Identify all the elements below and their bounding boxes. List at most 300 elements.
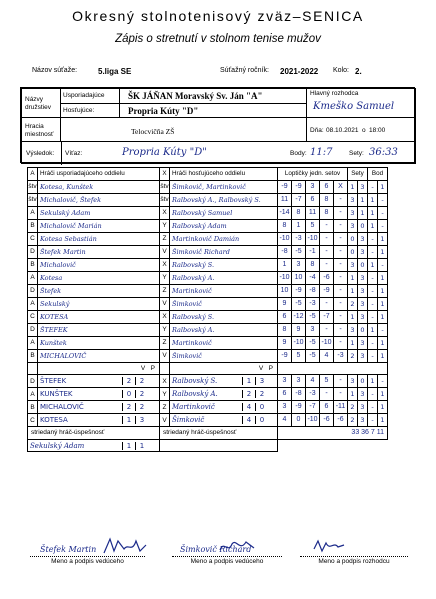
- ball-score: 6: [282, 390, 287, 398]
- ball-score: 10: [291, 272, 305, 284]
- ball-score: -6: [319, 414, 333, 426]
- totals-cell: 33 36 7 11: [278, 427, 388, 440]
- home-team-name: ŠK JÁŇAN Moravský Sv. Ján "A": [128, 91, 263, 101]
- home-code: D: [28, 323, 38, 336]
- balls-cell: [278, 401, 348, 414]
- sets-home: 2: [348, 401, 358, 414]
- team-names-label: Názvy družstiev: [25, 96, 52, 111]
- match-row: [28, 245, 388, 258]
- result-label: Výsledok:: [26, 150, 55, 157]
- date-value: 08.10.2021: [326, 127, 359, 134]
- venue-value: Telocvičňa ZŠ: [131, 127, 175, 136]
- referee-label: Hlavný rozhodca: [310, 90, 359, 97]
- home-code: A: [28, 336, 38, 349]
- away-leader-name: Šimkovič Richard: [180, 545, 252, 554]
- competition-value: 5.liga SE: [98, 67, 132, 76]
- ball-score: -8: [305, 285, 319, 297]
- ball-score: -10: [291, 337, 305, 349]
- home-player: Michalovič: [38, 258, 160, 271]
- round-value: 2.: [355, 67, 362, 76]
- point-home: -: [368, 284, 378, 297]
- summary-away-code: V: [160, 414, 170, 427]
- point-away: 1: [378, 232, 388, 245]
- sets-away: 3: [358, 297, 368, 310]
- match-grid: [27, 167, 388, 452]
- report-subtitle: Zápis o stretnutí v stolnom tenise mužov: [115, 33, 321, 45]
- winner-label: Víťaz:: [65, 150, 83, 157]
- match-row: [28, 271, 388, 284]
- ball-score: -7: [305, 401, 319, 413]
- point-home: 1: [368, 375, 378, 388]
- points-value: 11:7: [310, 147, 333, 158]
- ball-score: X: [333, 181, 347, 193]
- ball-score: -7: [319, 311, 333, 323]
- summary-away-name: Šimkovič: [172, 416, 205, 425]
- ball-score: 1: [282, 260, 287, 268]
- away-player: Šimkovič Richard: [170, 245, 278, 258]
- away-player: Šimkovič, Martinkovič: [170, 180, 278, 193]
- summary-away-cell: [170, 401, 278, 414]
- sets-label: Sety:: [349, 150, 364, 157]
- sets-home: 1: [348, 271, 358, 284]
- balls-cell: [278, 336, 348, 349]
- ball-score: -10: [279, 234, 290, 242]
- home-p-header: P: [150, 364, 155, 372]
- home-code: B: [28, 258, 38, 271]
- home-code-header: A: [28, 168, 38, 181]
- sets-away: 0: [358, 323, 368, 336]
- ball-score: 8: [319, 194, 333, 206]
- home-leader-label: Meno a podpis vedúceho: [51, 558, 124, 565]
- home-player: Kotesa Sebastián: [38, 232, 160, 245]
- balls-cell: [278, 323, 348, 336]
- ball-score: 3: [291, 259, 305, 271]
- match-row: [28, 349, 388, 362]
- sets-home: 2: [348, 414, 358, 427]
- ball-score: 9: [282, 338, 287, 346]
- home-vp-header: [38, 362, 160, 375]
- home-code: C: [28, 232, 38, 245]
- point-home: -: [368, 297, 378, 310]
- season-label: Súťažný ročník:: [220, 67, 269, 74]
- ball-score: 6: [319, 181, 333, 193]
- point-away: 1: [378, 414, 388, 427]
- away-code: Y: [160, 219, 170, 232]
- sets-away: 3: [358, 271, 368, 284]
- point-home: -: [368, 271, 378, 284]
- home-code: štv: [28, 193, 38, 206]
- sub-home-label: striedaný hráč-úspešnosť: [28, 427, 160, 440]
- points-label: Body:: [290, 150, 307, 157]
- ball-score: -: [333, 285, 347, 297]
- summary-row: [28, 375, 388, 388]
- summary-home-p: 2: [135, 390, 148, 398]
- balls-cell: [278, 284, 348, 297]
- ball-score: 4: [305, 375, 319, 387]
- summary-away-code: X: [160, 375, 170, 388]
- referee-name: Kmeško Samuel: [313, 101, 395, 112]
- sub-blank: [278, 439, 388, 452]
- summary-home-name: ŠTEFEK: [40, 377, 67, 386]
- away-player: Ralbovský A.: [170, 323, 278, 336]
- home-code: B: [28, 219, 38, 232]
- ball-score: -8: [281, 247, 288, 255]
- sets-away: 3: [358, 284, 368, 297]
- away-player: Ralbovský Samuel: [170, 206, 278, 219]
- sub-away-label: striedaný hráč-úspešnosť: [160, 427, 278, 440]
- balls-cell: [278, 245, 348, 258]
- match-row: [28, 310, 388, 323]
- match-row: [28, 284, 388, 297]
- ball-score: -9: [291, 401, 305, 413]
- away-player: Šimkovič: [170, 297, 278, 310]
- away-player: Ralbovský Adam: [170, 219, 278, 232]
- balls-cell: [278, 193, 348, 206]
- home-player: Štefek Martin: [38, 245, 160, 258]
- sub-home-p: 1: [135, 442, 148, 450]
- point-away: -: [378, 375, 388, 388]
- home-team-label: Usporiadajúce: [63, 92, 105, 99]
- summary-row: [28, 414, 388, 427]
- ball-score: 3: [282, 403, 287, 411]
- summary-header-row: [28, 362, 388, 375]
- balls-header: Loptičky jedn. setov: [278, 168, 348, 181]
- ball-score: -: [333, 298, 347, 310]
- away-code: V: [160, 245, 170, 258]
- balls-cell: [278, 219, 348, 232]
- ball-score: 9: [291, 324, 305, 336]
- ball-score: 6: [282, 312, 287, 320]
- ball-score: -12: [291, 311, 305, 323]
- point-home: 1: [368, 193, 378, 206]
- summary-away-v: 1: [242, 377, 255, 385]
- ball-score: 4: [319, 350, 333, 362]
- away-player: Ralbovský S.: [170, 258, 278, 271]
- away-code: X: [160, 206, 170, 219]
- point-home: -: [368, 232, 378, 245]
- point-home: -: [368, 401, 378, 414]
- summary-away-v: 4: [242, 416, 255, 424]
- substitute-row: [28, 427, 388, 440]
- ball-score: 8: [305, 259, 319, 271]
- summary-row: [28, 401, 388, 414]
- ball-score: 3: [305, 324, 319, 336]
- ball-score: -9: [319, 285, 333, 297]
- ball-score: -: [333, 246, 347, 258]
- sets-home: 3: [348, 193, 358, 206]
- sets-away: 3: [358, 232, 368, 245]
- home-player: Sekulský: [38, 297, 160, 310]
- sets-away: 0: [358, 219, 368, 232]
- ball-score: 1: [291, 220, 305, 232]
- time-value: 18:00: [369, 127, 386, 134]
- ball-score: -14: [279, 208, 290, 216]
- summary-away-cell: [170, 375, 278, 388]
- summary-home-v: 1: [122, 416, 135, 424]
- sets-away: 3: [358, 310, 368, 323]
- ball-score: -11: [333, 401, 347, 413]
- summary-away-v: 4: [242, 403, 255, 411]
- summary-home-v: 2: [122, 403, 135, 411]
- sets-away: 0: [358, 258, 368, 271]
- sets-away: 0: [358, 375, 368, 388]
- summary-away-cell: [170, 388, 278, 401]
- ball-score: -5: [305, 337, 319, 349]
- summary-home-p: 3: [135, 416, 148, 424]
- ball-score: 5: [291, 350, 305, 362]
- ball-score: -5: [305, 311, 319, 323]
- point-away: 1: [378, 271, 388, 284]
- home-player: MICHALOVIČ: [38, 349, 160, 362]
- home-code: D: [28, 284, 38, 297]
- summary-home-p: 2: [135, 403, 148, 411]
- home-player: Kotesa: [38, 271, 160, 284]
- sub-home-value-cell: [28, 439, 160, 452]
- ball-score: -: [333, 337, 347, 349]
- point-away: 1: [378, 297, 388, 310]
- away-player: Martinkovič Damián: [170, 232, 278, 245]
- point-home: 1: [368, 323, 378, 336]
- home-code: štv: [28, 180, 38, 193]
- away-code: Z: [160, 336, 170, 349]
- ball-score: 5: [305, 220, 319, 232]
- sets-home: 3: [348, 219, 358, 232]
- home-player: ŠTEFEK: [38, 323, 160, 336]
- point-away: -: [378, 193, 388, 206]
- summary-blank: [160, 362, 170, 375]
- point-away: -: [378, 323, 388, 336]
- point-home: -: [368, 388, 378, 401]
- summary-home-name: KUNŠTEK: [40, 390, 73, 399]
- date-label: Dňa:: [310, 127, 324, 134]
- point-home: -: [368, 180, 378, 193]
- summary-away-p: 0: [255, 403, 268, 411]
- summary-home-code: B: [28, 401, 38, 414]
- point-away: 1: [378, 349, 388, 362]
- away-team-name: Propria Kúty "D": [128, 106, 199, 116]
- point-home: -: [368, 336, 378, 349]
- home-players-header: Hráči usporiadajúceho oddielu: [38, 168, 160, 181]
- referee-signature: [312, 537, 346, 555]
- ball-score: -6: [319, 272, 333, 284]
- point-away: 1: [378, 284, 388, 297]
- summary-blank: [28, 362, 38, 375]
- ball-score: -: [319, 298, 333, 310]
- ball-score: -8: [291, 388, 305, 400]
- summary-home-code: D: [28, 375, 38, 388]
- match-row: [28, 323, 388, 336]
- time-label: o: [362, 127, 366, 134]
- ball-score: -: [333, 311, 347, 323]
- summary-home-v: 2: [122, 377, 135, 385]
- point-away: 1: [378, 180, 388, 193]
- summary-home-name: MICHALOVIČ: [40, 403, 84, 412]
- teams-box: [20, 87, 415, 163]
- home-leader-signature: [102, 535, 150, 557]
- ball-score: 6: [319, 401, 333, 413]
- sets-home: 2: [348, 297, 358, 310]
- point-home: -: [368, 245, 378, 258]
- ball-score: 6: [305, 194, 319, 206]
- sets-away: 3: [358, 414, 368, 427]
- sets-away: 3: [358, 349, 368, 362]
- sets-value: 36:33: [369, 147, 398, 158]
- away-vp-header: [170, 362, 278, 375]
- summary-blank: [278, 362, 388, 375]
- match-row: [28, 219, 388, 232]
- home-player: Sekulský Adam: [38, 206, 160, 219]
- summary-away-p: 3: [255, 377, 268, 385]
- summary-away-name: Ralbovský A.: [172, 390, 218, 399]
- summary-home-code: A: [28, 388, 38, 401]
- balls-cell: [278, 232, 348, 245]
- ball-score: -3: [291, 233, 305, 245]
- summary-away-name: Ralbovský S.: [172, 377, 218, 386]
- match-row: [28, 258, 388, 271]
- home-code: A: [28, 206, 38, 219]
- balls-cell: [278, 310, 348, 323]
- ball-score: -: [319, 233, 333, 245]
- sets-away: 3: [358, 180, 368, 193]
- sets-away: 1: [358, 193, 368, 206]
- ball-score: -9: [291, 285, 305, 297]
- sets-home: 3: [348, 258, 358, 271]
- away-player: Ralbovský A.: [170, 271, 278, 284]
- points-header: Bod: [368, 168, 388, 181]
- ball-score: -4: [305, 272, 319, 284]
- point-home: -: [368, 349, 378, 362]
- away-players-header: Hráči hosťujúceho oddielu: [170, 168, 278, 181]
- away-code: štv: [160, 180, 170, 193]
- away-code: X: [160, 258, 170, 271]
- away-v-header: V: [258, 364, 264, 372]
- sets-home: 2: [348, 349, 358, 362]
- ball-score: 8: [291, 207, 305, 219]
- ball-score: 3: [305, 181, 319, 193]
- ball-score: -: [319, 220, 333, 232]
- summary-away-p: 0: [255, 416, 268, 424]
- ball-score: -10: [319, 337, 333, 349]
- match-row: [28, 336, 388, 349]
- ball-score: -9: [281, 182, 288, 190]
- away-code: Z: [160, 232, 170, 245]
- sets-home: 3: [348, 323, 358, 336]
- winner-value: Propria Kúty "D": [122, 147, 207, 158]
- away-code: štv: [160, 193, 170, 206]
- summary-home-cell: [38, 401, 160, 414]
- sets-home: 3: [348, 375, 358, 388]
- ball-score: 0: [291, 414, 305, 426]
- summary-home-code: C: [28, 414, 38, 427]
- home-leader-name: Štefek Martin: [40, 545, 97, 554]
- sub-home-name: Sekulský Adam: [30, 441, 85, 450]
- away-code: X: [160, 310, 170, 323]
- summary-row: [28, 388, 388, 401]
- summary-away-cell: [170, 414, 278, 427]
- sets-away: 1: [358, 206, 368, 219]
- ball-score: -10: [279, 273, 290, 281]
- away-code: Z: [160, 284, 170, 297]
- balls-cell: [278, 375, 348, 388]
- balls-cell: [278, 388, 348, 401]
- federation-title: Okresný stolnotenisový zväz–SENICA: [72, 8, 364, 24]
- away-code: V: [160, 349, 170, 362]
- ball-score: 9: [282, 299, 287, 307]
- away-team-label: Hosťujúce:: [63, 107, 95, 114]
- home-v-header: V: [140, 364, 146, 372]
- home-code: A: [28, 271, 38, 284]
- ball-score: -: [333, 194, 347, 206]
- point-away: -: [378, 219, 388, 232]
- balls-cell: [278, 258, 348, 271]
- sets-away: 3: [358, 245, 368, 258]
- ball-score: -5: [291, 298, 305, 310]
- away-player: Martinkovič: [170, 336, 278, 349]
- summary-away-p: 2: [255, 390, 268, 398]
- ball-score: 8: [319, 207, 333, 219]
- ball-score: 3: [291, 375, 305, 387]
- ball-score: -1: [305, 246, 319, 258]
- ball-score: -5: [291, 246, 305, 258]
- ball-score: -10: [305, 414, 319, 426]
- ball-score: -3: [305, 388, 319, 400]
- grid-header-row: [28, 168, 388, 181]
- ball-score: -9: [281, 351, 288, 359]
- home-player: Štefek: [38, 284, 160, 297]
- season-value: 2021-2022: [280, 67, 319, 76]
- ball-score: -6: [333, 414, 347, 426]
- balls-cell: [278, 271, 348, 284]
- home-code: D: [28, 245, 38, 258]
- away-code: V: [160, 297, 170, 310]
- away-player: Martinkovič: [170, 284, 278, 297]
- ball-score: 8: [282, 221, 287, 229]
- match-row: [28, 193, 388, 206]
- summary-away-code: Z: [160, 401, 170, 414]
- point-away: 1: [378, 310, 388, 323]
- away-code: Y: [160, 271, 170, 284]
- ball-score: 10: [280, 286, 289, 294]
- home-player: Michalovič, Štefek: [38, 193, 160, 206]
- sets-home: 3: [348, 206, 358, 219]
- match-row: [28, 180, 388, 193]
- summary-home-cell: [38, 388, 160, 401]
- ball-score: -7: [291, 194, 305, 206]
- away-player: Šimkovič: [170, 349, 278, 362]
- point-home: 1: [368, 206, 378, 219]
- match-row: [28, 297, 388, 310]
- match-row: [28, 206, 388, 219]
- point-away: 1: [378, 336, 388, 349]
- ball-score: -3: [333, 350, 347, 362]
- summary-away-name: Martinkovič: [172, 403, 215, 412]
- summary-home-p: 2: [135, 377, 148, 385]
- ball-score: -10: [305, 233, 319, 245]
- home-player: Michalovič Marián: [38, 219, 160, 232]
- home-code: C: [28, 310, 38, 323]
- ball-score: -: [319, 259, 333, 271]
- sets-home: 1: [348, 180, 358, 193]
- ball-score: -: [319, 388, 333, 400]
- round-label: Kolo:: [333, 67, 349, 74]
- ball-score: -: [333, 259, 347, 271]
- point-away: 1: [378, 401, 388, 414]
- point-home: -: [368, 310, 378, 323]
- away-player: Ralbovský S.: [170, 310, 278, 323]
- ball-score: -: [333, 324, 347, 336]
- summary-home-cell: [38, 375, 160, 388]
- away-leader-signature: [218, 536, 258, 556]
